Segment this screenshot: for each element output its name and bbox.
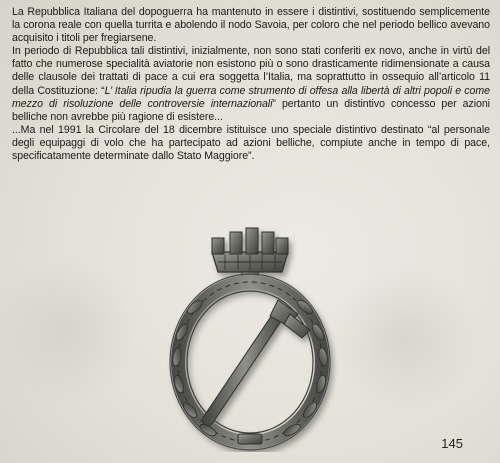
constitution-quote: L’ Italia ripudia la guerra come strumento di offesa alla libertà di altri popoli e come mezzo di risoluzione delle controversie internazionali [12, 84, 490, 110]
paragraph-1: La Repubblica Italiana del dopoguerra ha mantenuto in essere i distintivi, sostituendo semplicemente la corona reale con quella turrita e abolendo il nodo Savoia, per coloro che nel periodo bellico avevano acquisito i titoli per fregiarsene. [12, 6, 490, 45]
page-number: 145 [441, 436, 463, 451]
watermark-left [0, 255, 140, 405]
diagonal-bar [208, 300, 310, 420]
combat-flight-badge-icon [150, 222, 350, 452]
paragraph-2-end: ” pertanto un distintivo concesso per azioni belliche non avrebbe più ragione di esistere... [12, 97, 490, 123]
paragraph-3: ...Ma nel 1991 la Circolare del 18 dicembre istituisce uno speciale distintivo destinato “al personale degli equipaggi di volo che ha partecipato ad azioni belliche, compiute anche in tempo di pace, specificatamente determinate dallo Stato Maggiore”. [12, 123, 490, 163]
paragraph-2-start: In periodo di Repubblica tali distintivi, inizialmente, non sono stati conferiti ex novo, anche in virtù del fatto che numerose specialità aviatorie non esistono più o sono drasticamente ridimensionate a causa delle clausole dei trattati di pace a cui era soggetta l’Italia, ma soprattutto in ossequio all’articolo 11 della Costituzione: “ [12, 45, 490, 97]
body-text [12, 6, 490, 163]
paragraph-2 [12, 45, 490, 124]
watermark-right [330, 265, 480, 415]
